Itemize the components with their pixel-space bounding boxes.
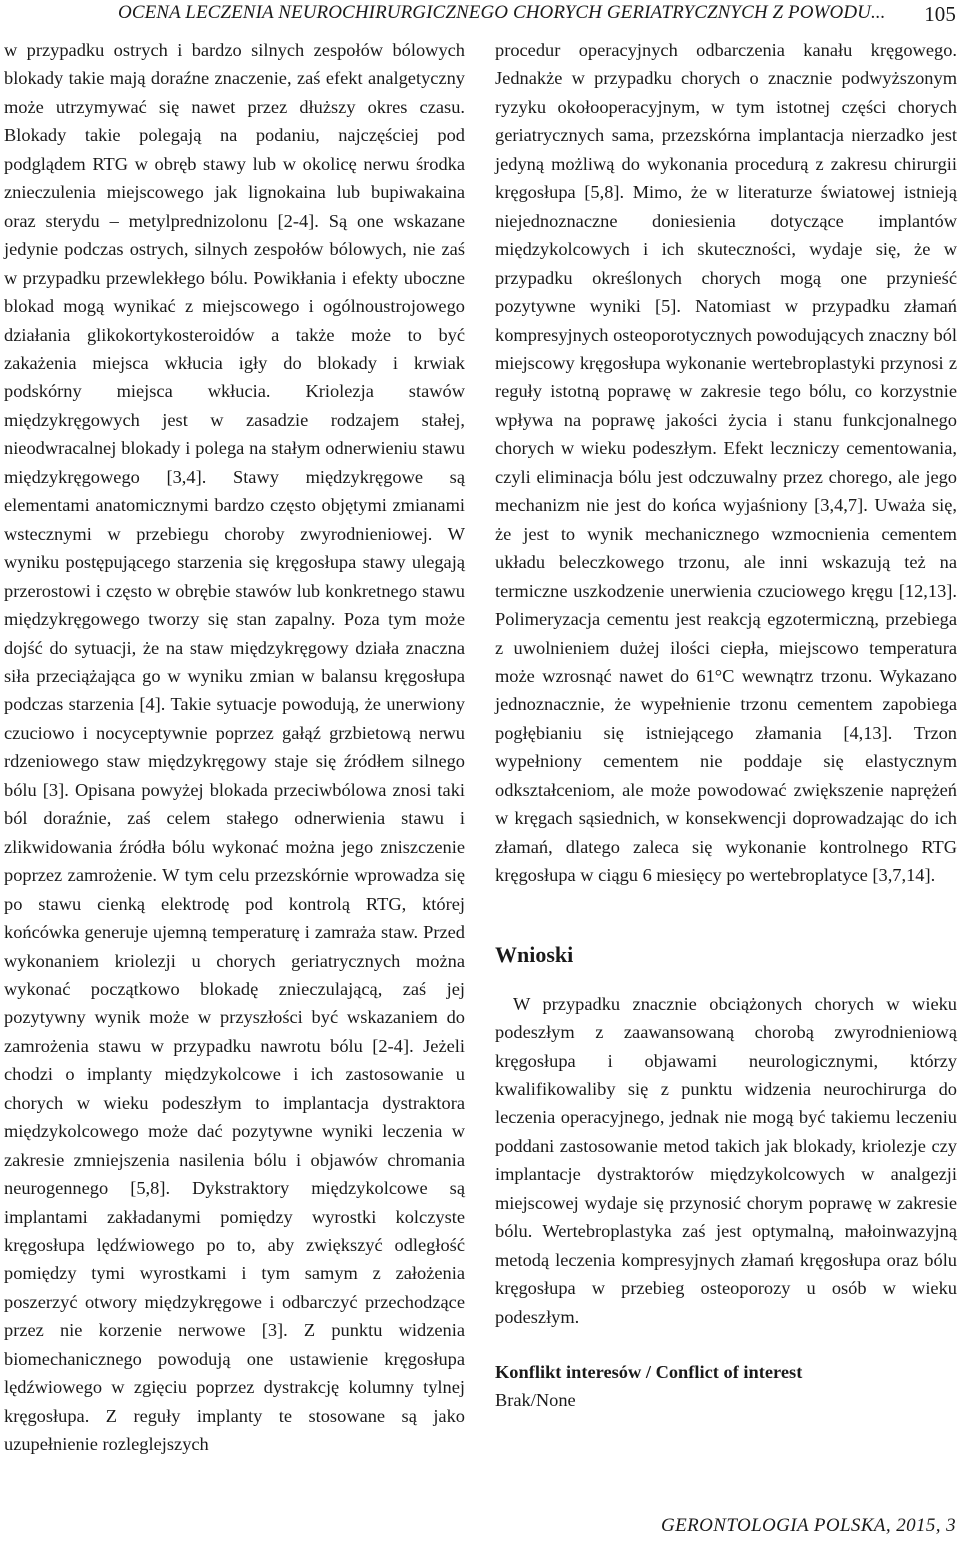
body-paragraph: w przypadku ostrych i bardzo silnych zespołów bólowych blokady takie mają doraźne znaczenie, zaś efekt analgetyczny może utrzymywać się nawet przez dłuższy okres czasu. Blokady takie polegają na podaniu, najczęściej pod podglądem RTG w obręb stawy lub w okolicę nerwu środka znieczulenia miejscowego jak lignokaina lub bupiwakaina oraz sterydu – metylprednizolonu [2-4]. Są one wskazane jedynie podczas ostrych, silnych zespołów bólowych, nie zaś w przypadku przewlekłego bólu. Powikłania i efekty uboczne blokad mogą wynikać z miejscowego i ogólnoustrojowego działania glikokortykosteroidów a także może to być zakażenia miejsca wkłucia igły do blokady i krwiak podskórny miejsca wkłucia. Kriolezja stawów międzykręgowych jest w zasadzie rodzajem stałej, nieodwracalnej blokady i polega na stałym odnerwieniu stawu międzykręgowego [3,4]. Stawy międzykręgowe są elementami anatomicznymi bardzo często objętymi zmianami wstecznymi w przebiegu choroby zwyrodnieniowej. W wyniku postępującego starzenia się kręgosłupa stawy ulegają przerostowi i często w obrębie stawów lub konkretnego stawu międzykręgowego tworzy się stan zapalny. Poza tym może dojść do sytuacji, że na staw międzykręgowy działa znaczna siła przeciążająca go w wyniku zmian w balansu kręgosłupa podczas starzenia [4]. Takie sytuacje powodują, że unerwiony czuciowo i nocyceptywnie poprzez gałąź grzbietową nerwu rdzeniowego staw międzykręgowy staje się źródłem silnego bólu [3]. Opisana powyżej blokada przeciwbólowa znosi taki ból doraźnie, zaś celem stałego odnerwienia stawu i zlikwidowania źródła bólu wykonać można jego zniszczenie poprzez zamrożenie. W tym celu przezskórnie wprowadza się po stawu cienką elektrodę pod kontrolą RTG, której końcówka generuje ujemną temperaturę i zamraża staw. Przed wykonaniem kriolezji u chorych geriatrycznych można wykonać początkowo blokadę znieczulającą, zaś jej pozytywny wynik może w przyszłości być wskazaniem do zamrożenia stawu w przypadku nawrotu bólu [2-4]. Jeżeli chodzi o implanty międzykolcowe i ich zastosowanie u chorych w wieku podeszłym to implantacja dystraktora międzykolcowego może dać pozytywne wyniki leczenia w zakresie zmniejszenia nasilenia bólu i objawów chromania neurogennego [5,8]. Dykstraktory międzykolcowe są implantami zakładanymi pomiędzy wyrostki kolczyste kręgosłupa lędźwiowego po to, aby zwiększyć odległość pomiędzy tymi wyrostkami i tym samym z założenia poszerzyć otwory międzykręgowe i odbarczyć przechodzące przez nie korzenie nerwowe [3]. Z punktu widzenia biomechanicznego powodują one ustawienie kręgosłupa lędźwiowego w zgięciu poprzez dystrakcję kolumny tylnej kręgosłupa. Z reguły implanty te stosowane są jako uzupełnienie rozleglejszych: [4, 40, 465, 1455]
running-title: OCENA LECZENIA NEUROCHIRURGICZNEGO CHORYCH GERIATRYCZNYCH Z POWODU...: [118, 2, 886, 23]
conflict-of-interest-text: Brak/None: [495, 1390, 576, 1411]
running-header: [0, 0, 960, 30]
journal-footer: GERONTOLOGIA POLSKA, 2015, 3: [661, 1515, 956, 1536]
conflict-of-interest-title: Konflikt interesów / Conflict of interest: [495, 1362, 803, 1383]
left-column: [4, 36, 465, 1459]
conclusions-paragraph: W przypadku znacznie obciążonych chorych w wieku podeszłym z zaawansowaną chorobą zwyrodnieniową kręgosłupa i objawami neurologicznymi, którzy kwalifikowaliby się z punktu widzenia neurochirurga do leczenia operacyjnego, jednak nie mogą być takiemu leczeniu poddani zastosowanie metod takich jak blokady, kriolezje czy implantacje dystraktorów międzykolcowych w analgezji miejscowej wydaje się przynosić chorym poprawę w zakresie bólu. Wertebroplastyka zaś jest optymalną, małoinwazyjną metodą leczenia kompresyjnych złamań kręgosłupa oraz bólu kręgosłupa w przebieg osteoporozy u osób w wieku podeszłym.: [495, 993, 957, 1327]
right-column: [495, 36, 957, 1414]
body-paragraph-continued: procedur operacyjnych odbarczenia kanału kręgowego. Jednakże w przypadku chorych o znacznie podwyższonym ryzyku okołooperacyjnym, w tym istotnej części chorych geriatrycznych sama, przezskórna implantacja nierzadko jest jedyną możliwą do wykonania procedurą z zakresu chirurgii kręgosłupa [5,8]. Mimo, że w literaturze światowej istnieją niejednoznaczne doniesienia dotyczące implantów międzykolcowych i ich skuteczności, wydaje się, że w przypadku określonych chorych mogą one przynieść pozytywne wyniki [5]. Natomiast w przypadku złamań kompresyjnych osteoporotycznych powodujących znaczny ból miejscowy kręgosłupa wykonanie wertebroplastyki przynosi z reguły istotną poprawę w zakresie tego bólu, co korzystnie wpływa na poprawę jakości życia i stanu funkcjonalnego chorych w wieku podeszłym. Efekt leczniczy cementowania, czyli eliminacja bólu jest odczuwalny przez chorego, ale jego mechanizm nie jest do końca wyjaśniony [3,4,7]. Uważa się, że jest to wynik mechanicznego wzmocnienia cementem układu beleczkowego trzonu, ale inni wskazują też na termiczne uszkodzenie unerwienia czuciowego kręgu [12,13]. Polimeryzacja cementu jest reakcją egzotermiczną, przebiega z uwolnieniem dużej ilości ciepła, miejscowo temperatura może wzrosnąć nawet do 61°C wewnątrz trzonu. Wykazano jednoznacznie, że wypełnienie trzonu cementem zapobiega pogłębianiu się istniejącego złamania [4,13]. Trzon wypełniony cementem nie poddaje się elastycznym odkształceniom, ale może powodować zwiększenie naprężeń w kręgach sąsiednich, w konsekwencji doprowadzając do ich złamań, dlatego zaleca się wykonanie kontrolnego RTG kręgosłupa w ciągu 6 miesięcy po wertebroplatyce [3,7,14].: [495, 40, 957, 886]
section-heading-conclusions: Wnioski: [495, 941, 574, 967]
page-number: 105: [924, 2, 956, 26]
